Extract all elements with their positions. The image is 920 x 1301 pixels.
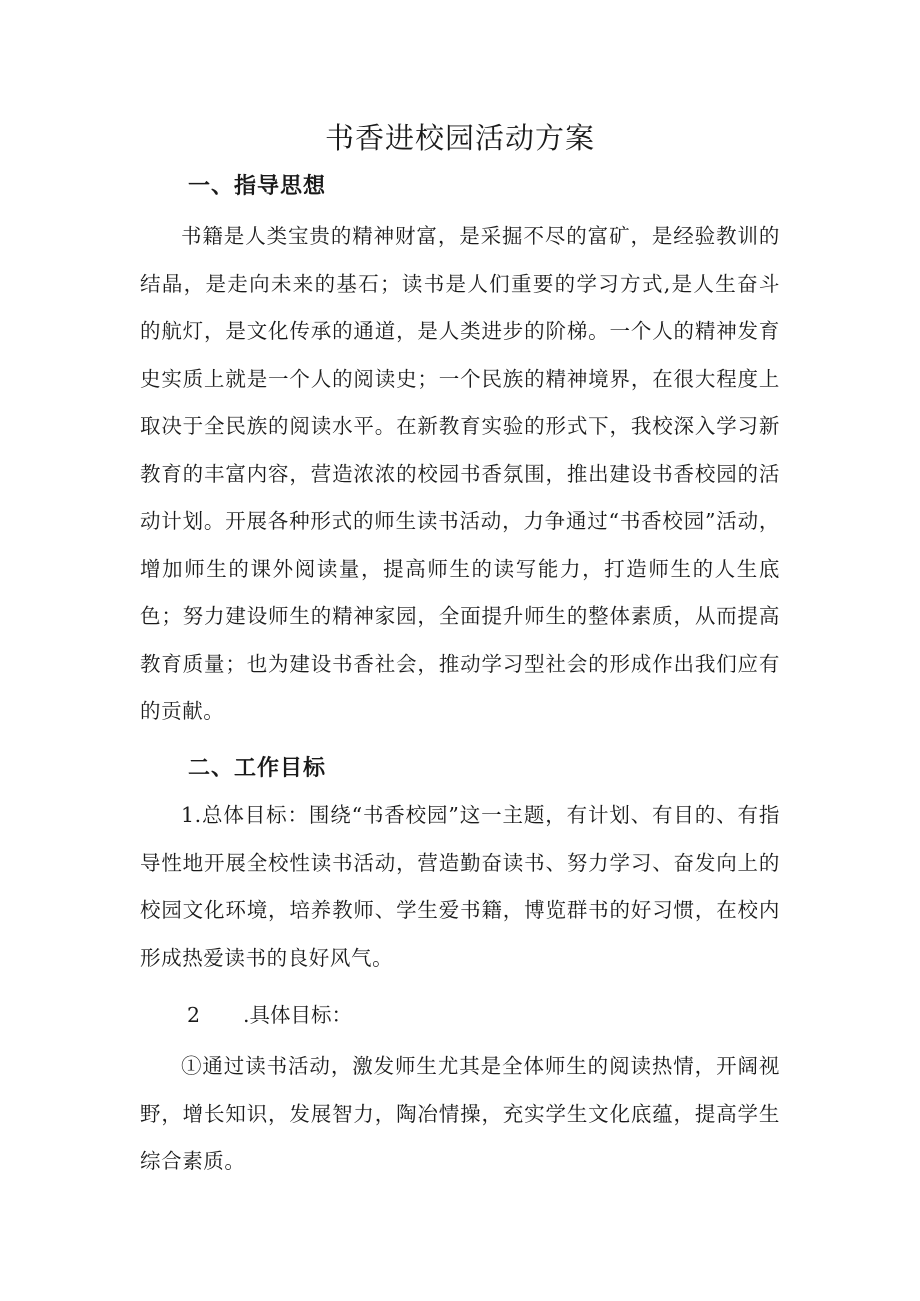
guiding-ideology-paragraph: 书籍是人类宝贵的精神财富，是采掘不尽的富矿，是经验教训的结晶，是走向未来的基石；读书是人们重要的学习方式,是人生奋斗的航灯，是文化传承的通道，是人类进步的阶梯。一个人的精神发育史实质上就是一个人的阅读史；一个民族的精神境界，在很大程度上取决于全民族的阅读水平。在新教育实验的形式下，我校深入学习新教育的丰富内容，营造浓浓的校园书香氛围，推出建设书香校园的活动计划。开展各种形式的师生读书活动，力争通过“书香校园”活动，增加师生的课外阅读量，提高师生的读写能力，打造师生的人生底色；努力建设师生的精神家园，全面提升师生的整体素质，从而提高教育质量；也为建设书香社会，推动学习型社会的形成作出我们应有的贡献。	[140, 224, 780, 723]
specific-goal-label: .具体目标：	[243, 1003, 353, 1027]
specific-goal-item-1: ①通过读书活动，激发师生尤其是全体师生的阅读热情，开阔视野，增长知识，发展智力，陶冶情操，充实学生文化底蕴，提高学生综合素质。	[140, 1054, 780, 1173]
section-heading-guiding-ideology: 一、指导思想	[188, 174, 327, 199]
section-heading-work-goals: 二、工作目标	[188, 756, 327, 781]
specific-goal-heading	[187, 992, 352, 1040]
document-title: 书香进校园活动方案	[324, 121, 595, 155]
specific-goal-number: 2	[187, 1003, 201, 1027]
overall-goal-paragraph: 1.总体目标：围绕“书香校园”这一主题，有计划、有目的、有指导性地开展全校性读书活动，营造勤奋读书、努力学习、奋发向上的校园文化环境，培养教师、学生爱书籍，博览群书的好习惯，在校内形成热爱读书的良好风气。	[140, 803, 780, 970]
